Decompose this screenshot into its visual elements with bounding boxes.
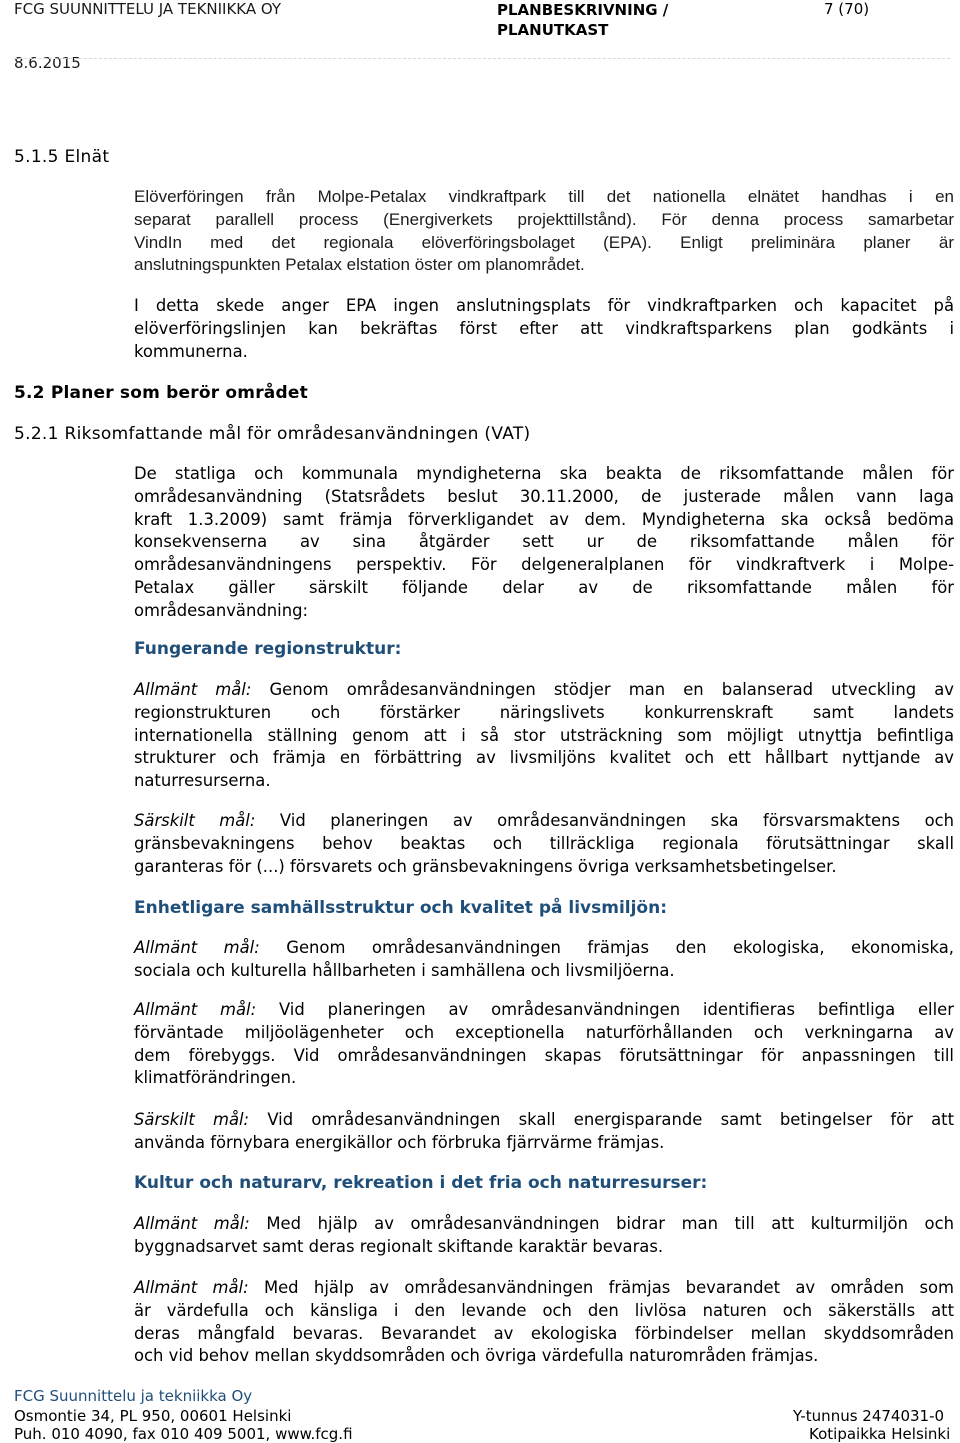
footer-contact: Puh. 010 4090, fax 010 409 5001, www.fcg.fi — [14, 1425, 353, 1443]
text-line: förväntade miljöolägenheter och exceptionella naturförhållanden och verkningarna av — [134, 1022, 954, 1042]
header-page-number: 7 (70) — [824, 0, 870, 18]
text-line: Elöverföringen från Molpe-Petalax vindkraftpark till det nationella elnätet handhas i en — [134, 187, 954, 206]
footer-business-id: Y-tunnus 2474031-0 — [793, 1407, 945, 1425]
text-line: är värdefulla och känsliga i den levande och den livlösa naturen och säkerställs att — [134, 1300, 954, 1320]
paragraph-enhetligare-3 — [134, 1109, 954, 1155]
text-line — [134, 1213, 954, 1236]
section-heading-521: 5.2.1 Riksomfattande mål för områdesanvändningen (VAT) — [14, 424, 531, 444]
text-line — [134, 1277, 954, 1300]
footer-domicile: Kotipaikka Helsinki — [809, 1425, 951, 1443]
subheading-enhetligare: Enhetligare samhällsstruktur och kvalitet på livsmiljön: — [134, 898, 668, 918]
text-segment: Vid planeringen av områdesanvändningen identifieras befintliga eller — [256, 1000, 954, 1019]
text-line — [134, 810, 954, 833]
text-line: internationella ställning genom att i så stor utsträckning som möjligt utnyttja befintliga — [134, 725, 954, 745]
text-line: gränsbevakningens behov beaktas och tillräckliga regionala förutsättningar skall — [134, 833, 954, 853]
text-line: Petalax gäller särskilt följande delar av de riksomfattande målen för — [134, 577, 954, 597]
footer-company: FCG Suunnittelu ja tekniikka Oy — [14, 1387, 253, 1405]
section-heading-515: 5.1.5 Elnät — [14, 147, 110, 167]
text-line: områdesanvändning: — [134, 600, 309, 620]
text-line: garanteras för (...) försvarets och gränsbevakningens övriga verksamhetsbetingelser. — [134, 856, 837, 876]
paragraph-vat — [134, 463, 954, 623]
subheading-fungerande: Fungerande regionstruktur: — [134, 639, 402, 659]
text-line: klimatförändringen. — [134, 1068, 297, 1088]
text-segment: Genom områdesanvändningen stödjer man en balanserad utveckling av — [251, 680, 954, 699]
goal-label: Särskilt mål: — [134, 811, 256, 830]
text-line: regionstrukturen och förstärker näringslivets konkurrenskraft samt landets — [134, 702, 954, 722]
paragraph-elnat-2 — [134, 295, 954, 363]
text-line: naturresurserna. — [134, 771, 271, 791]
text-line: kraft 1.3.2009) samt främja förverkligandet av dem. Myndigheterna ska också bedöma — [134, 509, 954, 529]
goal-label: Allmänt mål: — [134, 938, 260, 957]
text-line: kommunerna. — [134, 341, 248, 361]
goal-label: Särskilt mål: — [134, 1110, 250, 1129]
text-segment: Vid områdesanvändningen skall energisparande samt betingelser för att — [249, 1110, 954, 1129]
text-line: De statliga och kommunala myndigheterna ska beakta de riksomfattande målen för — [134, 464, 954, 483]
text-segment: Genom områdesanvändningen främjas den ekologiska, ekonomiska, — [259, 938, 954, 957]
text-line: I detta skede anger EPA ingen anslutningsplats för vindkraftparken och kapacitet på — [134, 296, 954, 315]
header-company: FCG SUUNNITTELU JA TEKNIIKKA OY — [14, 0, 282, 18]
text-line: områdesanvändningens perspektiv. För delgeneralplanen för vindkraftverk i Molpe- — [134, 555, 954, 575]
text-line — [134, 679, 954, 702]
text-line: konsekvenserna av sina åtgärder sett ur de riksomfattande målen för — [134, 532, 954, 552]
paragraph-kultur-2 — [134, 1277, 954, 1368]
footer-address: Osmontie 34, PL 950, 00601 Helsinki — [14, 1407, 292, 1425]
text-line: strukturer och främja en förbättring av livsmiljöns kvalitet och ett hållbart nyttjande av — [134, 748, 954, 768]
goal-label: Allmänt mål: — [134, 1214, 250, 1233]
text-line — [134, 999, 954, 1022]
section-heading-52: 5.2 Planer som berör området — [14, 383, 308, 403]
text-line: använda förnybara energikällor och förbruka fjärrvärme främjas. — [134, 1132, 665, 1152]
text-line: byggnadsarvet samt deras regionalt skiftande karaktär bevaras. — [134, 1236, 664, 1256]
paragraph-fungerande-1 — [134, 679, 954, 793]
text-line: och vid behov mellan skyddsområden och övriga värdefulla naturområden främjas. — [134, 1346, 819, 1366]
text-line: deras mångfald bevaras. Bevarandet av ekologiska förbindelser mellan skyddsområden — [134, 1323, 954, 1343]
text-line: elöverföringslinjen kan bekräftas först efter att vindkraftsparkens plan godkänts i — [134, 318, 954, 338]
subheading-kultur: Kultur och naturarv, rekreation i det fria och naturresurser: — [134, 1173, 708, 1193]
goal-label: Allmänt mål: — [134, 680, 252, 699]
text-line: separat parallell process (Energiverkets projekttillstånd). För denna process samarbetar — [134, 209, 954, 229]
text-line — [134, 937, 954, 960]
goal-label: Allmänt mål: — [134, 1000, 257, 1019]
header-doc-title — [497, 0, 668, 40]
text-line: dem förebyggs. Vid områdesanvändningen skapas förutsättningar för anpassningen till — [134, 1045, 954, 1065]
text-segment: Med hjälp av områdesanvändningen bidrar man till att kulturmiljön och — [249, 1214, 954, 1233]
paragraph-fungerande-2 — [134, 810, 954, 878]
paragraph-elnat-1 — [134, 186, 954, 277]
text-line: anslutningspunkten Petalax elstation öster om planområdet. — [134, 255, 585, 275]
paragraph-kultur-1 — [134, 1213, 954, 1259]
text-line: sociala och kulturella hållbarheten i samhällena och livsmiljöerna. — [134, 960, 675, 980]
paragraph-enhetligare-2 — [134, 999, 954, 1090]
goal-label: Allmänt mål: — [134, 1278, 249, 1297]
text-line — [134, 1109, 954, 1132]
header-doc-title-line2: PLANUTKAST — [497, 21, 609, 39]
text-segment: Med hjälp av områdesanvändningen främjas bevarandet av områden som — [248, 1278, 954, 1297]
header-date: 8.6.2015 — [14, 54, 81, 72]
paragraph-enhetligare-1 — [134, 937, 954, 983]
text-line: områdesanvändning (Statsrådets beslut 30.11.2000, de justerade målen vann laga — [134, 486, 954, 506]
text-line: VindIn med det regionala elöverföringsbolaget (EPA). Enligt preliminära planer är — [134, 232, 954, 252]
text-segment: Vid planeringen av områdesanvändningen ska försvarsmaktens och — [255, 811, 954, 830]
header-divider — [14, 58, 950, 59]
header-doc-title-line1: PLANBESKRIVNING / — [497, 1, 669, 19]
